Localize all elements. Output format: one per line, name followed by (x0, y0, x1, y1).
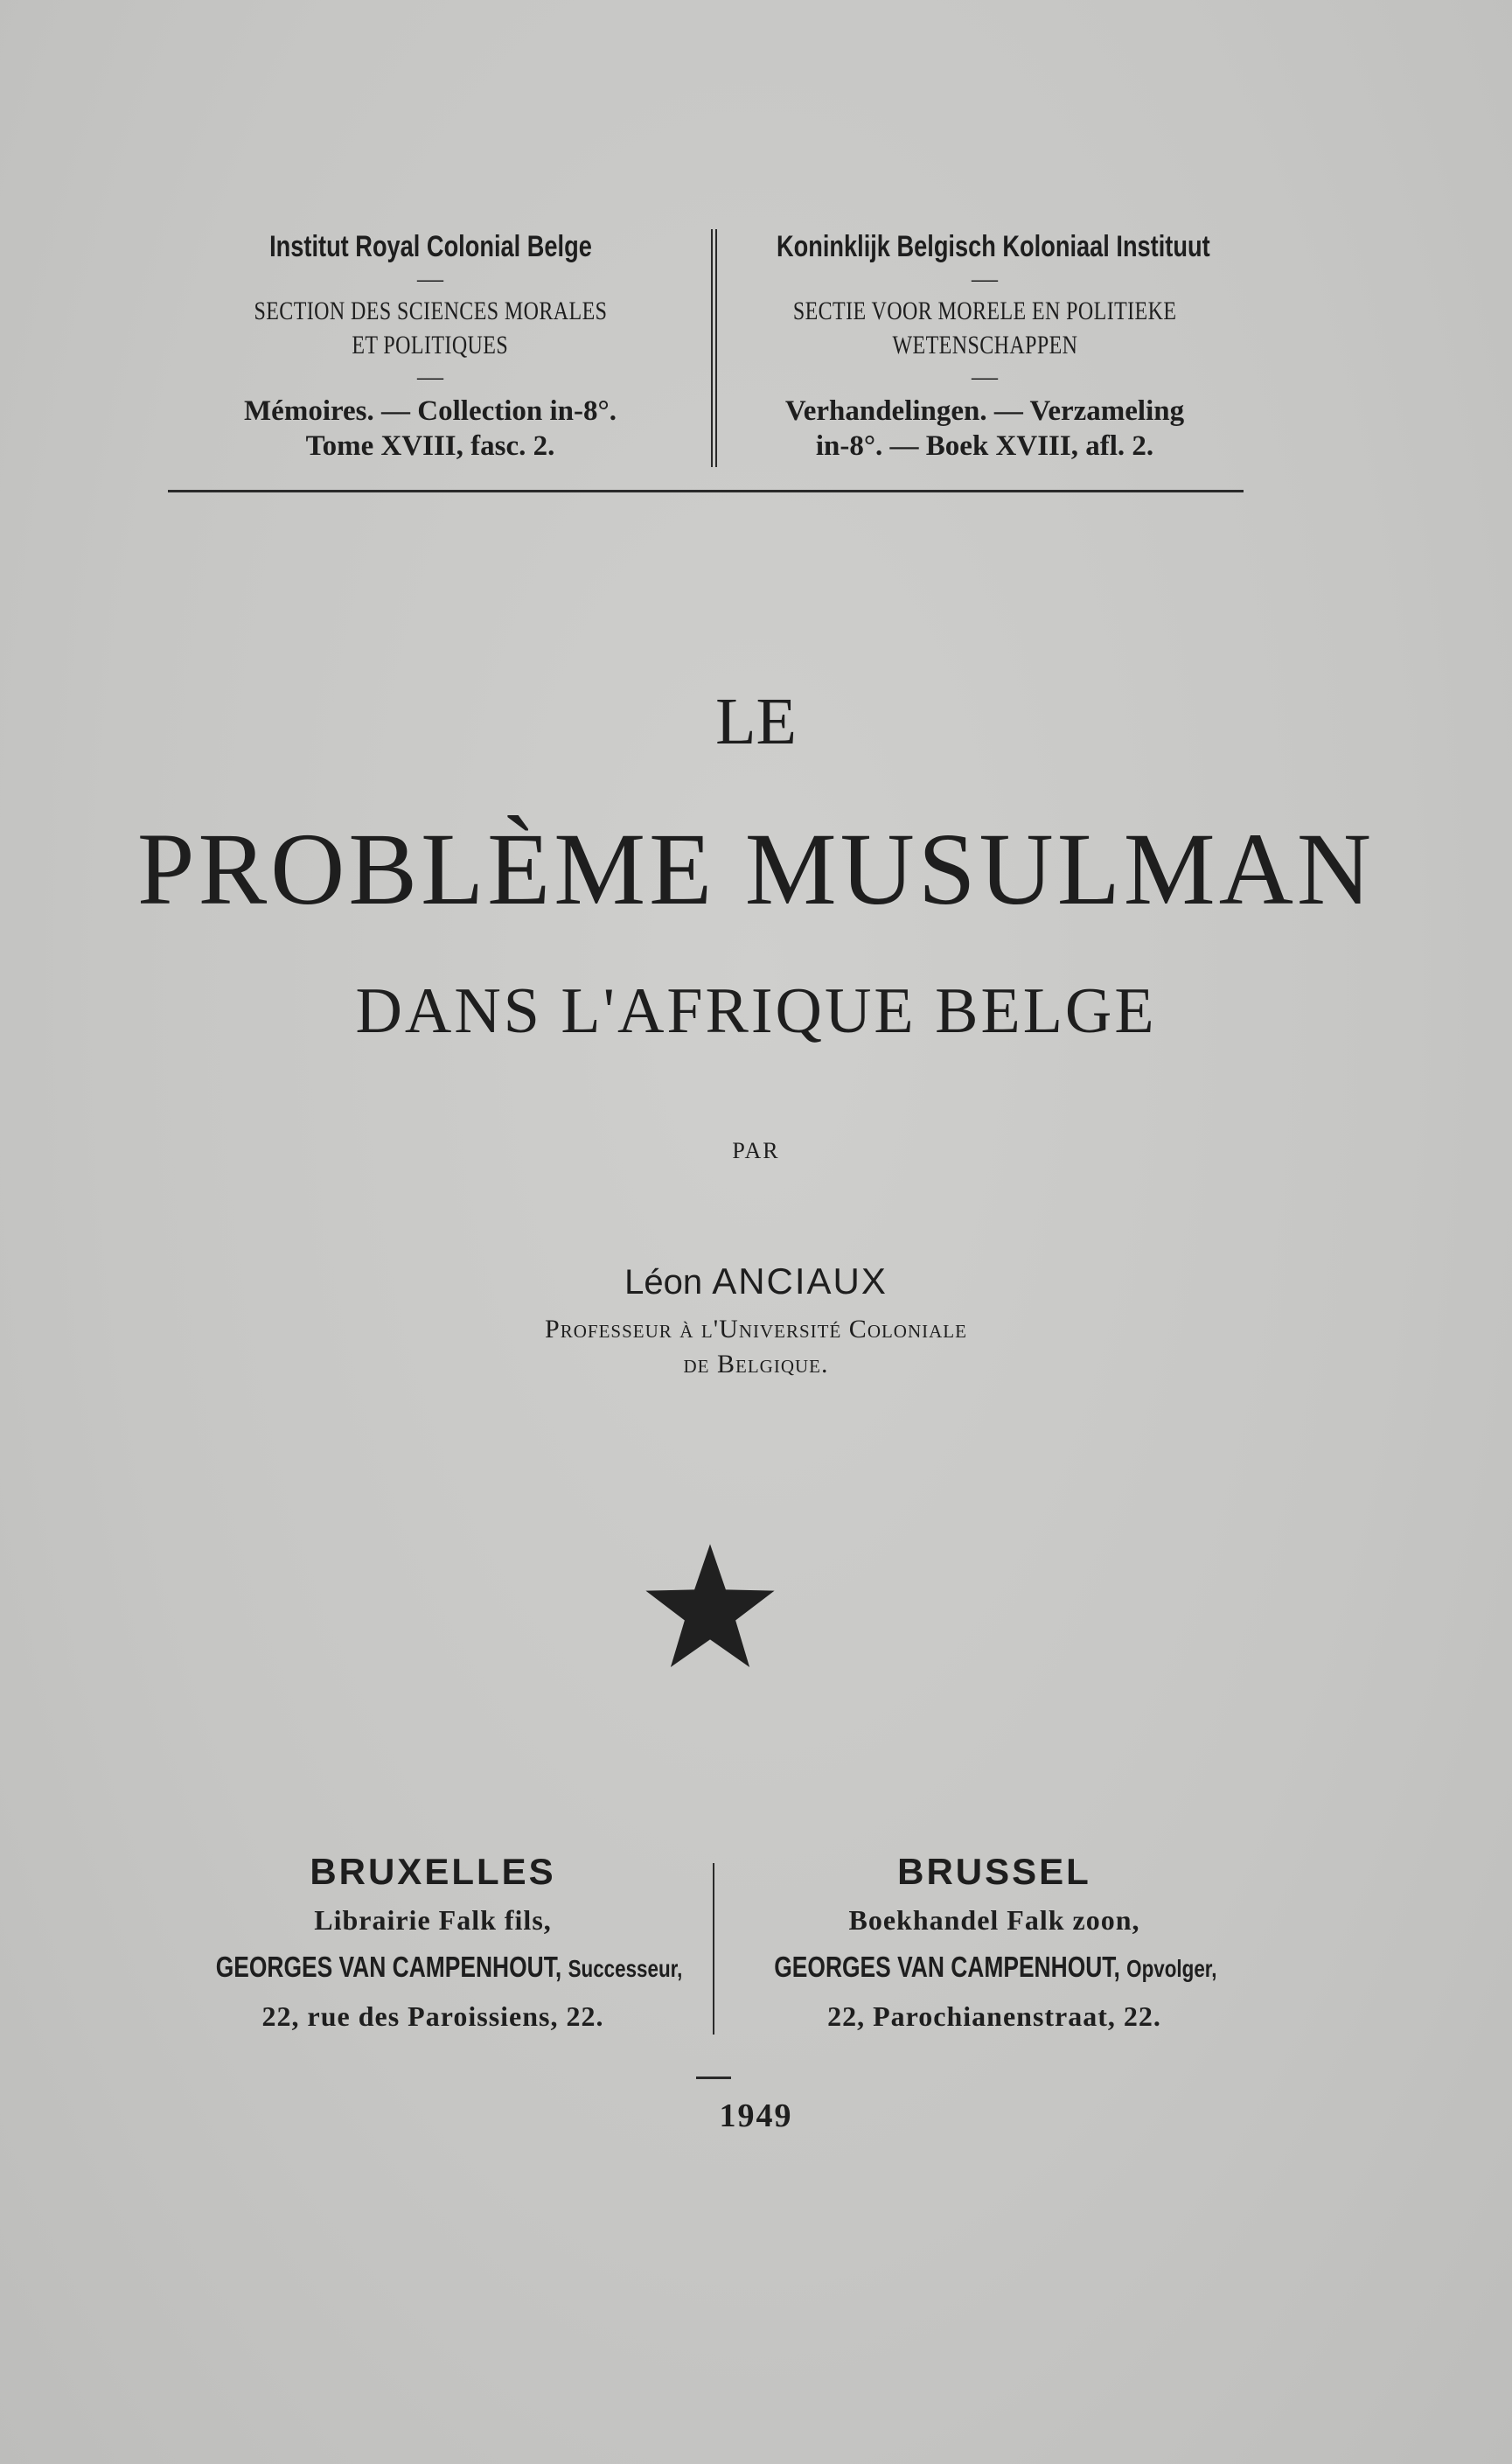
imprint-nl-address: 22, Parochianenstraat, 22. (827, 2000, 1161, 2032)
byline-par: PAR (732, 1138, 780, 1163)
imprint-city-fr: BRUXELLES (310, 1851, 556, 1892)
imprint-nl-publisher: GEORGES VAN CAMPENHOUT, (774, 1951, 1120, 1983)
imprint-fr-publisher: GEORGES VAN CAMPENHOUT, (215, 1951, 562, 1983)
title-subtitle: DANS L'AFRIQUE BELGE (355, 975, 1157, 1047)
title-article: LE (715, 685, 797, 758)
imprint-fr-role: Successeur, (568, 1955, 683, 1982)
author-affiliation (0, 1312, 1512, 1382)
imprint-right (719, 1847, 1270, 2040)
imprint-city-nl: BRUSSEL (897, 1851, 1091, 1892)
section-name-nl-line1: SECTIE VOOR MORELE EN POLITIEKE (792, 297, 1177, 325)
imprint-fr-line1: Librairie Falk fils, (314, 1904, 552, 1936)
year-dash (696, 2077, 731, 2079)
author-last-name: ANCIAUX (712, 1260, 888, 1302)
imprint-nl-role: Opvolger, (1126, 1955, 1217, 1982)
author-name (0, 1260, 1512, 1304)
header-left-dash2: — (417, 362, 443, 391)
imprint-fr-address: 22, rue des Paroissiens, 22. (261, 2000, 604, 2032)
header-left (168, 229, 693, 465)
publication-year: 1949 (719, 2098, 793, 2134)
header-left-dash1: — (417, 264, 443, 293)
author-first-name: Léon (624, 1263, 703, 1302)
header-right-dash2: — (972, 362, 998, 391)
header-right (722, 229, 1247, 465)
imprint-nl-line1: Boekhandel Falk zoon, (848, 1904, 1140, 1936)
institute-name-nl: Koninklijk Belgisch Koloniaal Instituut (776, 230, 1210, 263)
institute-name-fr: Institut Royal Colonial Belge (268, 230, 592, 263)
imprint-divider (713, 1863, 714, 2035)
section-name-fr-line2: ET POLITIQUES (352, 331, 509, 359)
series-nl-line2: in-8°. — Boek XVIII, afl. 2. (815, 430, 1154, 462)
header-rule (168, 490, 1244, 492)
imprint-left (157, 1847, 708, 2040)
series-nl-line1: Verhandelingen. — Verzameling (784, 395, 1185, 427)
section-name-fr-line1: SECTION DES SCIENCES MORALES (254, 297, 607, 325)
series-fr-line2: Tome XVIII, fasc. 2. (305, 430, 555, 462)
star-icon (640, 1541, 780, 1681)
header-right-dash1: — (972, 264, 998, 293)
title-main: PROBLÈME MUSULMAN (136, 812, 1376, 926)
section-name-nl-line2: WETENSCHAPPEN (892, 331, 1077, 359)
series-fr-line1: Mémoires. — Collection in-8°. (244, 395, 617, 427)
affiliation-line1: Professeur à l'Université Coloniale (545, 1315, 967, 1344)
header-divider (711, 229, 717, 467)
affiliation-line2: de Belgique. (683, 1350, 829, 1379)
